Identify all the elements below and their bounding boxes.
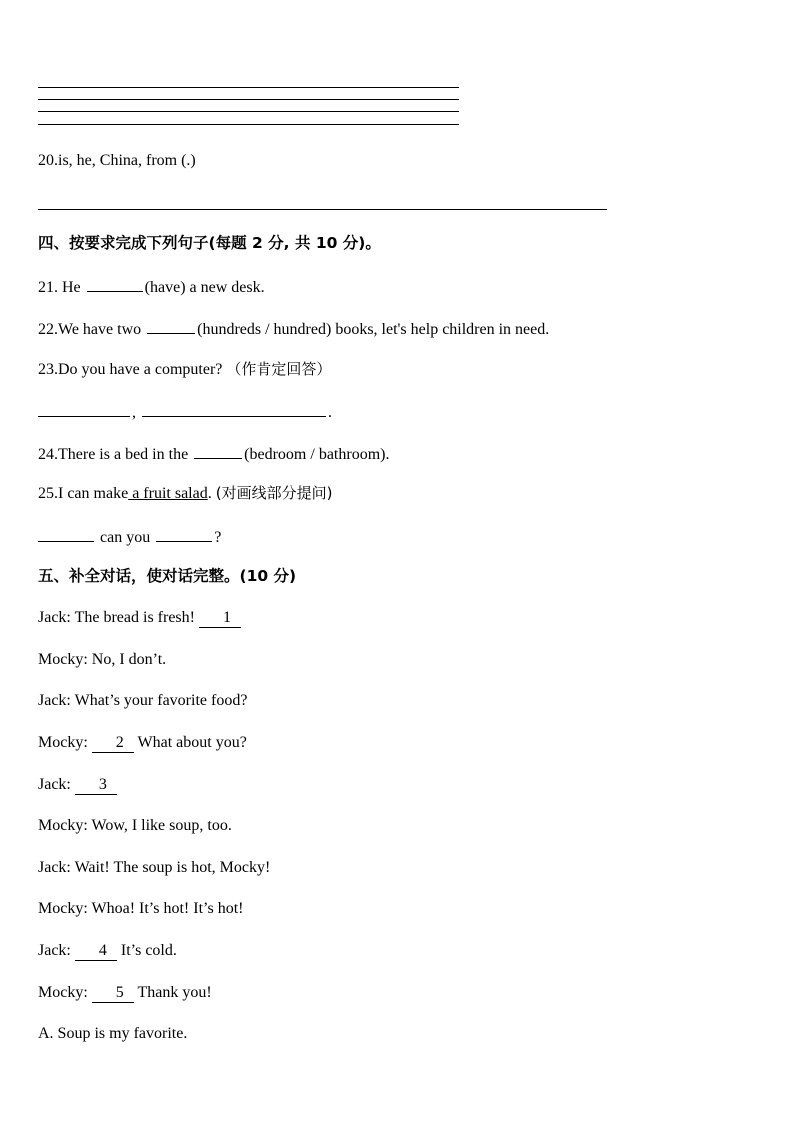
question-20: 20.is, he, China, from (.) (38, 152, 196, 169)
dialogue-line (38, 691, 247, 711)
question-25-note: (对画线部分提问) (215, 484, 333, 502)
question-21-end: (have) a new desk. (144, 279, 265, 296)
speaker-label: Jack: (38, 859, 71, 876)
fill-blank[interactable] (38, 525, 94, 542)
question-22-start: 22.We have two (38, 321, 142, 338)
question-21 (38, 275, 265, 298)
dialogue-line (38, 608, 241, 628)
question-22-end: (hundreds / hundred) books, let's help children in need. (197, 321, 550, 338)
question-25-start: 25.I can make (38, 485, 129, 502)
dialogue-line (38, 775, 117, 795)
question-25-answer (38, 525, 221, 548)
question-22 (38, 317, 549, 340)
dialogue-line (38, 816, 232, 836)
option-a: A. Soup is my favorite. (38, 1025, 188, 1042)
dialogue-text-after: Thank you! (137, 984, 212, 1001)
answer-line (38, 87, 459, 88)
fill-blank[interactable] (156, 525, 212, 542)
fill-blank[interactable] (87, 275, 143, 292)
dialogue-line (38, 858, 270, 878)
answer-blank[interactable]: 1 (199, 609, 241, 628)
question-24-start: 24.There is a bed in the (38, 446, 189, 463)
speaker-label: Jack: (38, 609, 71, 626)
dialogue-line (38, 650, 166, 670)
answer-blank[interactable]: 3 (75, 776, 117, 795)
question-24 (38, 442, 389, 465)
dialogue-text: What’s your favorite food? (74, 692, 248, 709)
speaker-label: Jack: (38, 692, 71, 709)
answer-line (38, 124, 459, 125)
underlined-phrase: a fruit salad (128, 485, 208, 502)
speaker-label: Jack: (38, 776, 71, 793)
dialogue-line (38, 941, 177, 961)
answer-blank[interactable]: 5 (92, 984, 134, 1003)
answer-line (38, 111, 459, 112)
speaker-label: Jack: (38, 942, 71, 959)
question-23 (38, 359, 331, 380)
fill-blank[interactable] (194, 442, 242, 459)
question-23-answer-blanks[interactable]: , . (38, 400, 332, 423)
dialogue-line (38, 733, 247, 753)
question-25-answer-end: ? (214, 529, 222, 546)
speaker-label: Mocky: (38, 984, 88, 1001)
dialogue-text: Wait! The soup is hot, Mocky! (74, 859, 271, 876)
dialogue-text: No, I don’t. (91, 651, 167, 668)
question-25 (38, 483, 332, 504)
question-23-note: （作肯定回答） (226, 360, 332, 378)
dialogue-text-after: It’s cold. (120, 942, 177, 959)
question-21-start: 21. He (38, 279, 81, 296)
answer-line (38, 99, 459, 100)
section-4-heading: 四、按要求完成下列句子(每题 2 分, 共 10 分)。 (38, 234, 381, 252)
speaker-label: Mocky: (38, 900, 88, 917)
question-25-answer-middle: can you (100, 529, 151, 546)
fill-blank[interactable] (142, 400, 326, 417)
question-23-text: 23.Do you have a computer? (38, 361, 223, 378)
fill-blank[interactable] (147, 317, 195, 334)
speaker-label: Mocky: (38, 817, 88, 834)
question-25-dot: . (207, 485, 216, 502)
question-24-end: (bedroom / bathroom). (244, 446, 390, 463)
answer-blank[interactable]: 2 (92, 734, 134, 753)
fill-blank[interactable] (38, 400, 130, 417)
answer-line (38, 209, 607, 210)
dialogue-text: The bread is fresh! (74, 609, 195, 626)
dialogue-text: Wow, I like soup, too. (91, 817, 232, 834)
dialogue-line (38, 983, 212, 1003)
speaker-label: Mocky: (38, 734, 88, 751)
speaker-label: Mocky: (38, 651, 88, 668)
answer-blank[interactable]: 4 (75, 942, 117, 961)
dialogue-text: Whoa! It’s hot! It’s hot! (91, 900, 244, 917)
dialogue-line (38, 899, 243, 919)
section-5-heading: 五、补全对话，使对话完整。(10 分) (38, 567, 297, 585)
dialogue-text-after: What about you? (137, 734, 247, 751)
